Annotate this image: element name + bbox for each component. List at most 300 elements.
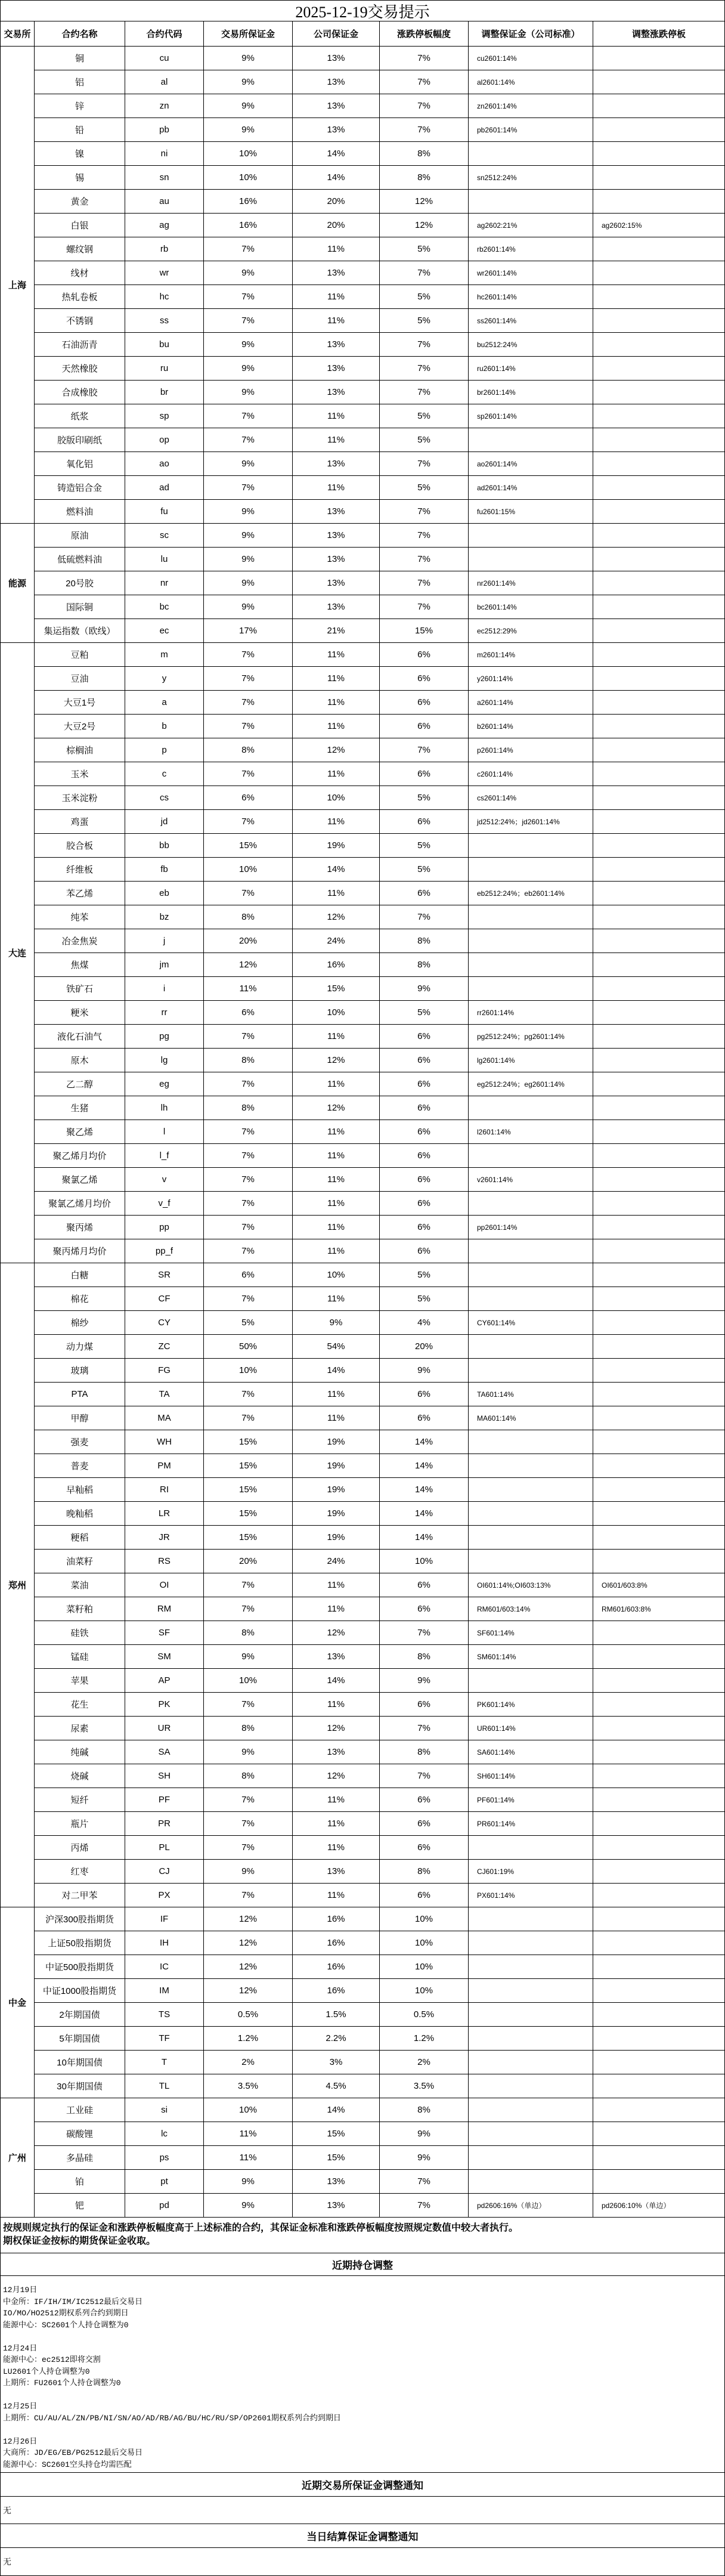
cell-contract-name: 短纤 bbox=[35, 1788, 125, 1812]
cell-price-limit: 8% bbox=[380, 953, 469, 977]
cell-adjusted-margin: br2601:14% bbox=[469, 381, 593, 404]
cell-company-margin: 15% bbox=[293, 2122, 380, 2146]
cell-contract-name: 铝 bbox=[35, 70, 125, 94]
cell-adjusted-margin: bc2601:14% bbox=[469, 595, 593, 619]
cell-exchange-margin: 8% bbox=[204, 738, 293, 762]
cell-contract-code: nr bbox=[125, 571, 204, 595]
column-header: 调整保证金（公司标准） bbox=[469, 21, 593, 47]
section-title-settlement-margin-notice: 当日结算保证金调整通知 bbox=[0, 2524, 725, 2548]
cell-contract-code: PM bbox=[125, 1454, 204, 1478]
cell-contract-code: i bbox=[125, 977, 204, 1001]
cell-price-limit: 6% bbox=[380, 1573, 469, 1597]
cell-exchange-margin: 7% bbox=[204, 1788, 293, 1812]
exchange-group bbox=[0, 2098, 725, 2218]
cell-adjusted-margin: pg2512:24%；pg2601:14% bbox=[469, 1025, 593, 1049]
table-row bbox=[35, 786, 725, 810]
cell-contract-code: bc bbox=[125, 595, 204, 619]
cell-adjusted-limit bbox=[593, 2170, 725, 2194]
cell-exchange-margin: 8% bbox=[204, 1096, 293, 1120]
table-row bbox=[35, 1764, 725, 1788]
cell-company-margin: 19% bbox=[293, 1502, 380, 1526]
cell-price-limit: 10% bbox=[380, 1979, 469, 2003]
cell-contract-name: 花生 bbox=[35, 1693, 125, 1717]
cell-adjusted-limit: ag2602:15% bbox=[593, 214, 725, 237]
cell-company-margin: 19% bbox=[293, 1430, 380, 1454]
cell-contract-name: 30年期国债 bbox=[35, 2074, 125, 2098]
cell-company-margin: 11% bbox=[293, 1836, 380, 1860]
cell-contract-name: 中证500股指期货 bbox=[35, 1955, 125, 1979]
cell-adjusted-limit bbox=[593, 1693, 725, 1717]
cell-adjusted-margin bbox=[469, 1430, 593, 1454]
cell-exchange-margin: 7% bbox=[204, 476, 293, 500]
cell-contract-name: 聚丙烯月均价 bbox=[35, 1239, 125, 1263]
cell-contract-code: pb bbox=[125, 118, 204, 142]
table-row bbox=[35, 643, 725, 667]
cell-price-limit: 4% bbox=[380, 1311, 469, 1335]
cell-price-limit: 6% bbox=[380, 1788, 469, 1812]
cell-adjusted-margin: b2601:14% bbox=[469, 715, 593, 738]
cell-price-limit: 6% bbox=[380, 715, 469, 738]
cell-company-margin: 12% bbox=[293, 1717, 380, 1740]
table-row bbox=[35, 70, 725, 94]
cell-adjusted-margin: lg2601:14% bbox=[469, 1049, 593, 1072]
cell-contract-name: 动力煤 bbox=[35, 1335, 125, 1359]
cell-company-margin: 11% bbox=[293, 1168, 380, 1192]
cell-exchange-margin: 7% bbox=[204, 1287, 293, 1311]
table-row bbox=[35, 166, 725, 190]
cell-company-margin: 11% bbox=[293, 1597, 380, 1621]
cell-price-limit: 20% bbox=[380, 1335, 469, 1359]
table-row bbox=[35, 1144, 725, 1168]
section-title-position-adjust: 近期持仓调整 bbox=[0, 2253, 725, 2276]
cell-contract-name: 焦煤 bbox=[35, 953, 125, 977]
cell-price-limit: 6% bbox=[380, 1597, 469, 1621]
cell-exchange-margin: 10% bbox=[204, 166, 293, 190]
cell-contract-code: SA bbox=[125, 1740, 204, 1764]
cell-company-margin: 14% bbox=[293, 858, 380, 882]
cell-exchange-margin: 16% bbox=[204, 214, 293, 237]
cell-exchange-margin: 9% bbox=[204, 261, 293, 285]
cell-adjusted-limit bbox=[593, 548, 725, 571]
cell-company-margin: 11% bbox=[293, 1239, 380, 1263]
cell-adjusted-margin: m2601:14% bbox=[469, 643, 593, 667]
cell-price-limit: 8% bbox=[380, 142, 469, 166]
cell-contract-name: 合成橡胶 bbox=[35, 381, 125, 404]
cell-exchange-margin: 10% bbox=[204, 142, 293, 166]
table-row bbox=[35, 1502, 725, 1526]
cell-adjusted-margin bbox=[469, 1192, 593, 1216]
cell-adjusted-margin: p2601:14% bbox=[469, 738, 593, 762]
cell-adjusted-margin: SA601:14% bbox=[469, 1740, 593, 1764]
cell-exchange-margin: 9% bbox=[204, 47, 293, 70]
table-row bbox=[35, 1025, 725, 1049]
table-row bbox=[35, 1072, 725, 1096]
table-row bbox=[35, 452, 725, 476]
cell-adjusted-margin: PX601:14% bbox=[469, 1884, 593, 1907]
table-row bbox=[35, 1740, 725, 1764]
cell-price-limit: 6% bbox=[380, 691, 469, 715]
exchange-group bbox=[0, 643, 725, 1263]
table-row bbox=[35, 214, 725, 237]
table-row bbox=[35, 1812, 725, 1836]
cell-adjusted-limit bbox=[593, 2146, 725, 2170]
adjust-block bbox=[3, 2343, 722, 2389]
cell-adjusted-limit bbox=[593, 1955, 725, 1979]
cell-exchange-margin: 9% bbox=[204, 1740, 293, 1764]
cell-adjusted-limit bbox=[593, 2122, 725, 2146]
table-row bbox=[35, 810, 725, 834]
cell-contract-name: 苹果 bbox=[35, 1669, 125, 1693]
cell-adjusted-margin: zn2601:14% bbox=[469, 94, 593, 118]
cell-adjusted-limit bbox=[593, 1740, 725, 1764]
cell-price-limit: 9% bbox=[380, 2122, 469, 2146]
cell-contract-code: pp_f bbox=[125, 1239, 204, 1263]
cell-company-margin: 16% bbox=[293, 1979, 380, 2003]
cell-contract-name: 聚乙烯 bbox=[35, 1120, 125, 1144]
cell-company-margin: 11% bbox=[293, 1884, 380, 1907]
cell-price-limit: 5% bbox=[380, 237, 469, 261]
cell-adjusted-limit bbox=[593, 428, 725, 452]
cell-adjusted-margin: eg2512:24%；eg2601:14% bbox=[469, 1072, 593, 1096]
cell-contract-name: 棉花 bbox=[35, 1287, 125, 1311]
cell-exchange-margin: 7% bbox=[204, 1239, 293, 1263]
cell-contract-name: 石油沥青 bbox=[35, 333, 125, 357]
cell-adjusted-limit bbox=[593, 929, 725, 953]
cell-contract-name: 原木 bbox=[35, 1049, 125, 1072]
cell-contract-code: ec bbox=[125, 619, 204, 643]
cell-company-margin: 13% bbox=[293, 524, 380, 548]
cell-contract-name: 上证50股指期货 bbox=[35, 1931, 125, 1955]
cell-contract-name: 热轧卷板 bbox=[35, 285, 125, 309]
cell-exchange-margin: 7% bbox=[204, 1144, 293, 1168]
cell-company-margin: 11% bbox=[293, 762, 380, 786]
cell-contract-name: 碳酸锂 bbox=[35, 2122, 125, 2146]
cell-contract-code: TL bbox=[125, 2074, 204, 2098]
cell-adjusted-limit bbox=[593, 1979, 725, 2003]
cell-contract-code: a bbox=[125, 691, 204, 715]
cell-contract-code: ag bbox=[125, 214, 204, 237]
cell-price-limit: 7% bbox=[380, 524, 469, 548]
cell-company-margin: 16% bbox=[293, 1931, 380, 1955]
cell-exchange-margin: 11% bbox=[204, 977, 293, 1001]
table-row bbox=[35, 524, 725, 548]
cell-company-margin: 11% bbox=[293, 1788, 380, 1812]
table-row bbox=[35, 2098, 725, 2122]
cell-company-margin: 10% bbox=[293, 1263, 380, 1287]
cell-contract-name: 5年期国债 bbox=[35, 2027, 125, 2051]
adjust-date: 12月24日 bbox=[3, 2343, 38, 2353]
cell-exchange-margin: 7% bbox=[204, 1383, 293, 1406]
cell-exchange-margin: 5% bbox=[204, 1311, 293, 1335]
cell-adjusted-margin bbox=[469, 2146, 593, 2170]
table-row bbox=[35, 1049, 725, 1072]
cell-exchange-margin: 6% bbox=[204, 1263, 293, 1287]
cell-contract-code: zn bbox=[125, 94, 204, 118]
cell-adjusted-limit bbox=[593, 1072, 725, 1096]
cell-price-limit: 5% bbox=[380, 1263, 469, 1287]
cell-contract-code: RM bbox=[125, 1597, 204, 1621]
cell-price-limit: 5% bbox=[380, 428, 469, 452]
cell-adjusted-margin bbox=[469, 858, 593, 882]
table-row bbox=[35, 1693, 725, 1717]
cell-contract-name: 多晶硅 bbox=[35, 2146, 125, 2170]
cell-price-limit: 2% bbox=[380, 2051, 469, 2074]
cell-contract-code: l bbox=[125, 1120, 204, 1144]
cell-contract-code: lg bbox=[125, 1049, 204, 1072]
cell-price-limit: 5% bbox=[380, 1001, 469, 1025]
cell-company-margin: 11% bbox=[293, 1287, 380, 1311]
table-row bbox=[35, 1168, 725, 1192]
cell-price-limit: 5% bbox=[380, 834, 469, 858]
cell-contract-name: 大豆2号 bbox=[35, 715, 125, 738]
cell-contract-name: 沪深300股指期货 bbox=[35, 1907, 125, 1931]
table-row bbox=[35, 1239, 725, 1263]
cell-contract-name: 铂 bbox=[35, 2170, 125, 2194]
cell-adjusted-margin: ag2602:21% bbox=[469, 214, 593, 237]
cell-adjusted-margin: SH601:14% bbox=[469, 1764, 593, 1788]
cell-adjusted-margin: nr2601:14% bbox=[469, 571, 593, 595]
cell-adjusted-margin: a2601:14% bbox=[469, 691, 593, 715]
cell-price-limit: 7% bbox=[380, 1717, 469, 1740]
cell-adjusted-limit bbox=[593, 858, 725, 882]
table-row bbox=[35, 1430, 725, 1454]
column-header: 交易所保证金 bbox=[204, 21, 293, 47]
adjust-item: 能源中心：ec2512即将交割 bbox=[3, 2355, 101, 2364]
column-header: 合约代码 bbox=[125, 21, 204, 47]
table-row bbox=[35, 2027, 725, 2051]
cell-contract-name: 锰硅 bbox=[35, 1645, 125, 1669]
cell-contract-name: 镍 bbox=[35, 142, 125, 166]
cell-price-limit: 6% bbox=[380, 1884, 469, 1907]
cell-contract-code: OI bbox=[125, 1573, 204, 1597]
table-row bbox=[35, 548, 725, 571]
cell-adjusted-limit bbox=[593, 1025, 725, 1049]
cell-adjusted-limit bbox=[593, 762, 725, 786]
cell-exchange-margin: 12% bbox=[204, 1907, 293, 1931]
cell-contract-name: 国际铜 bbox=[35, 595, 125, 619]
cell-exchange-margin: 7% bbox=[204, 309, 293, 333]
column-header: 涨跌停板幅度 bbox=[380, 21, 469, 47]
cell-adjusted-margin bbox=[469, 1836, 593, 1860]
cell-company-margin: 13% bbox=[293, 571, 380, 595]
cell-exchange-margin: 7% bbox=[204, 691, 293, 715]
cell-contract-name: 聚乙烯月均价 bbox=[35, 1144, 125, 1168]
cell-price-limit: 8% bbox=[380, 166, 469, 190]
exchange-label: 能源 bbox=[0, 524, 35, 643]
cell-price-limit: 6% bbox=[380, 1120, 469, 1144]
cell-exchange-margin: 9% bbox=[204, 524, 293, 548]
cell-company-margin: 11% bbox=[293, 1192, 380, 1216]
cell-exchange-margin: 1.2% bbox=[204, 2027, 293, 2051]
table-row bbox=[35, 94, 725, 118]
cell-contract-name: 玻璃 bbox=[35, 1359, 125, 1383]
cell-adjusted-limit bbox=[593, 1764, 725, 1788]
cell-company-margin: 13% bbox=[293, 118, 380, 142]
cell-adjusted-limit bbox=[593, 1406, 725, 1430]
cell-exchange-margin: 7% bbox=[204, 1216, 293, 1239]
cell-contract-code: jd bbox=[125, 810, 204, 834]
adjust-item: LU2601个人持仓调整为0 bbox=[3, 2367, 90, 2376]
cell-exchange-margin: 15% bbox=[204, 1526, 293, 1550]
cell-exchange-margin: 50% bbox=[204, 1335, 293, 1359]
table-row bbox=[35, 738, 725, 762]
cell-adjusted-margin bbox=[469, 1239, 593, 1263]
cell-contract-name: 纯碱 bbox=[35, 1740, 125, 1764]
adjust-block bbox=[3, 2284, 722, 2331]
cell-adjusted-margin: PF601:14% bbox=[469, 1788, 593, 1812]
cell-contract-code: bu bbox=[125, 333, 204, 357]
cell-price-limit: 6% bbox=[380, 1025, 469, 1049]
settlement-margin-notice-content: 无 bbox=[0, 2548, 725, 2576]
cell-adjusted-margin bbox=[469, 1454, 593, 1478]
cell-exchange-margin: 10% bbox=[204, 1669, 293, 1693]
table-row bbox=[35, 1454, 725, 1478]
cell-adjusted-margin bbox=[469, 524, 593, 548]
table-row bbox=[35, 1621, 725, 1645]
cell-price-limit: 6% bbox=[380, 1192, 469, 1216]
cell-contract-name: 乙二醇 bbox=[35, 1072, 125, 1096]
cell-adjusted-margin bbox=[469, 834, 593, 858]
cell-adjusted-limit bbox=[593, 166, 725, 190]
cell-contract-name: 铁矿石 bbox=[35, 977, 125, 1001]
cell-contract-name: 2年期国债 bbox=[35, 2003, 125, 2027]
cell-contract-code: ru bbox=[125, 357, 204, 381]
cell-company-margin: 11% bbox=[293, 1406, 380, 1430]
cell-adjusted-margin bbox=[469, 953, 593, 977]
column-header: 公司保证金 bbox=[293, 21, 380, 47]
cell-exchange-margin: 7% bbox=[204, 404, 293, 428]
cell-adjusted-limit bbox=[593, 357, 725, 381]
table-row bbox=[35, 762, 725, 786]
cell-contract-code: JR bbox=[125, 1526, 204, 1550]
cell-adjusted-limit bbox=[593, 1359, 725, 1383]
cell-contract-code: si bbox=[125, 2098, 204, 2122]
cell-adjusted-margin bbox=[469, 1526, 593, 1550]
cell-price-limit: 5% bbox=[380, 786, 469, 810]
cell-contract-name: 玉米淀粉 bbox=[35, 786, 125, 810]
cell-price-limit: 7% bbox=[380, 905, 469, 929]
cell-price-limit: 5% bbox=[380, 285, 469, 309]
cell-adjusted-margin: TA601:14% bbox=[469, 1383, 593, 1406]
adjust-date: 12月25日 bbox=[3, 2402, 38, 2411]
cell-exchange-margin: 15% bbox=[204, 1502, 293, 1526]
cell-company-margin: 16% bbox=[293, 1907, 380, 1931]
cell-adjusted-margin: MA601:14% bbox=[469, 1406, 593, 1430]
table-row bbox=[35, 1383, 725, 1406]
cell-company-margin: 24% bbox=[293, 1550, 380, 1573]
cell-company-margin: 13% bbox=[293, 47, 380, 70]
cell-company-margin: 14% bbox=[293, 166, 380, 190]
cell-adjusted-limit bbox=[593, 1383, 725, 1406]
cell-price-limit: 7% bbox=[380, 70, 469, 94]
cell-adjusted-margin: pp2601:14% bbox=[469, 1216, 593, 1239]
notes-box bbox=[0, 2218, 725, 2253]
cell-contract-code: IH bbox=[125, 1931, 204, 1955]
cell-adjusted-limit: OI601/603:8% bbox=[593, 1573, 725, 1597]
cell-company-margin: 13% bbox=[293, 452, 380, 476]
adjust-item: 上期所：CU/AU/AL/ZN/PB/NI/SN/AO/AD/RB/AG/BU/HC/RU/SP/OP2601期权系列合约到期日 bbox=[3, 2413, 341, 2423]
cell-contract-code: jm bbox=[125, 953, 204, 977]
cell-exchange-margin: 15% bbox=[204, 1478, 293, 1502]
cell-contract-code: T bbox=[125, 2051, 204, 2074]
cell-contract-name: 菜油 bbox=[35, 1573, 125, 1597]
cell-contract-code: CF bbox=[125, 1287, 204, 1311]
cell-adjusted-margin bbox=[469, 1550, 593, 1573]
cell-price-limit: 8% bbox=[380, 1860, 469, 1884]
cell-company-margin: 54% bbox=[293, 1335, 380, 1359]
table-row bbox=[35, 1788, 725, 1812]
table-row bbox=[35, 1717, 725, 1740]
cell-contract-code: p bbox=[125, 738, 204, 762]
cell-exchange-margin: 7% bbox=[204, 1812, 293, 1836]
cell-company-margin: 19% bbox=[293, 834, 380, 858]
cell-adjusted-limit bbox=[593, 333, 725, 357]
cell-adjusted-limit bbox=[593, 1120, 725, 1144]
cell-adjusted-limit bbox=[593, 1049, 725, 1072]
cell-company-margin: 12% bbox=[293, 1096, 380, 1120]
cell-adjusted-margin: bu2512:24% bbox=[469, 333, 593, 357]
cell-contract-name: 棉纱 bbox=[35, 1311, 125, 1335]
cell-company-margin: 13% bbox=[293, 500, 380, 524]
cell-contract-name: 10年期国债 bbox=[35, 2051, 125, 2074]
cell-price-limit: 8% bbox=[380, 1645, 469, 1669]
cell-adjusted-margin bbox=[469, 1263, 593, 1287]
table-row bbox=[35, 1216, 725, 1239]
cell-exchange-margin: 9% bbox=[204, 118, 293, 142]
table-header bbox=[0, 21, 725, 47]
cell-contract-name: 螺纹钢 bbox=[35, 237, 125, 261]
column-header: 调整涨跌停板 bbox=[593, 21, 725, 47]
cell-contract-code: bb bbox=[125, 834, 204, 858]
cell-company-margin: 13% bbox=[293, 333, 380, 357]
exchange-rows bbox=[35, 1907, 725, 2098]
table-row bbox=[35, 1955, 725, 1979]
cell-price-limit: 7% bbox=[380, 1621, 469, 1645]
cell-contract-name: 聚氯乙烯 bbox=[35, 1168, 125, 1192]
cell-company-margin: 13% bbox=[293, 595, 380, 619]
cell-adjusted-margin bbox=[469, 1955, 593, 1979]
cell-price-limit: 6% bbox=[380, 1239, 469, 1263]
cell-price-limit: 6% bbox=[380, 762, 469, 786]
cell-contract-code: PR bbox=[125, 1812, 204, 1836]
cell-adjusted-margin bbox=[469, 2051, 593, 2074]
cell-company-margin: 11% bbox=[293, 1216, 380, 1239]
cell-adjusted-limit bbox=[593, 1645, 725, 1669]
margin-table-body bbox=[0, 47, 725, 2218]
cell-contract-name: 尿素 bbox=[35, 1717, 125, 1740]
cell-contract-code: m bbox=[125, 643, 204, 667]
cell-adjusted-margin bbox=[469, 142, 593, 166]
cell-exchange-margin: 7% bbox=[204, 237, 293, 261]
cell-company-margin: 10% bbox=[293, 1001, 380, 1025]
cell-contract-code: ao bbox=[125, 452, 204, 476]
cell-contract-name: 白糖 bbox=[35, 1263, 125, 1287]
cell-price-limit: 6% bbox=[380, 643, 469, 667]
cell-exchange-margin: 9% bbox=[204, 548, 293, 571]
cell-adjusted-margin bbox=[469, 1335, 593, 1359]
cell-contract-name: 天然橡胶 bbox=[35, 357, 125, 381]
cell-adjusted-margin: PK601:14% bbox=[469, 1693, 593, 1717]
cell-company-margin: 11% bbox=[293, 643, 380, 667]
table-row bbox=[35, 1096, 725, 1120]
cell-exchange-margin: 7% bbox=[204, 1573, 293, 1597]
column-header: 交易所 bbox=[0, 21, 35, 47]
cell-exchange-margin: 12% bbox=[204, 953, 293, 977]
cell-contract-code: v bbox=[125, 1168, 204, 1192]
cell-company-margin: 11% bbox=[293, 810, 380, 834]
table-row bbox=[35, 404, 725, 428]
cell-company-margin: 24% bbox=[293, 929, 380, 953]
